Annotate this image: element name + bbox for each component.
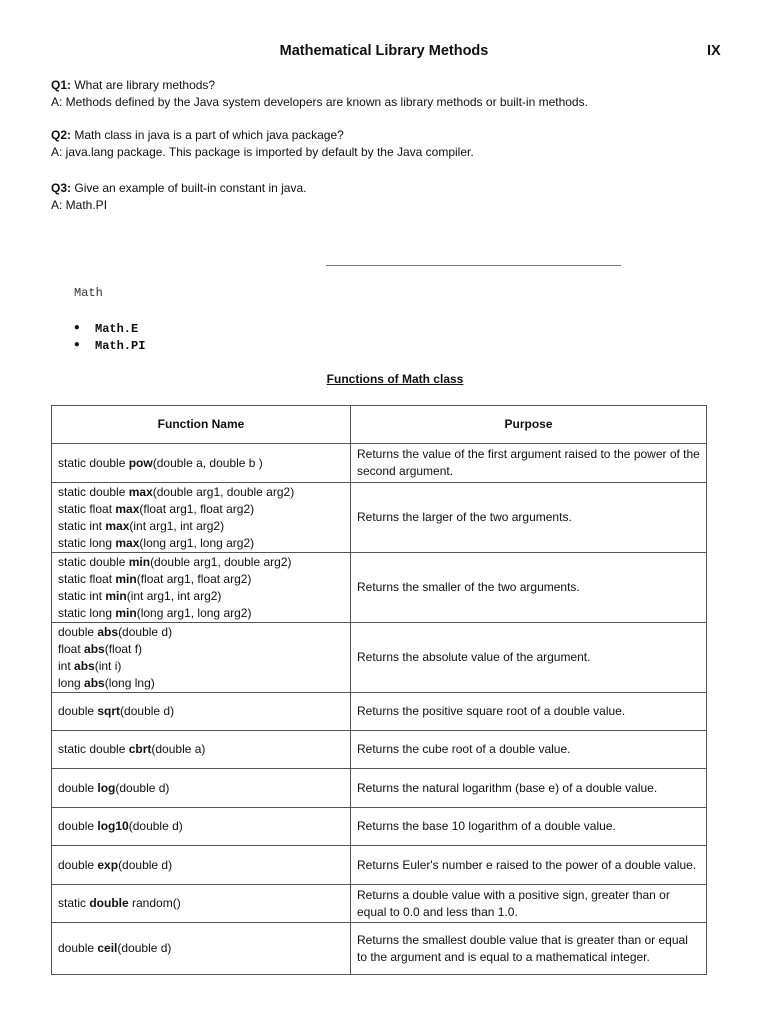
list-item: [73, 337, 145, 354]
purpose-cell: Returns the natural logarithm (base e) of a double value.: [351, 769, 707, 808]
table-row: [52, 731, 707, 769]
signature-part: static int: [58, 518, 106, 533]
function-signature: [58, 588, 344, 605]
function-signature: [58, 703, 344, 720]
signature-part: (double d): [120, 704, 175, 718]
function-signature: [58, 675, 344, 692]
function-name-cell: [52, 769, 351, 808]
constant-name: Math.E: [95, 322, 139, 336]
signature-part: static float: [58, 501, 116, 516]
table-row: [52, 623, 707, 693]
bullet-icon: •: [73, 338, 81, 352]
method-name: max: [105, 518, 130, 533]
signature-part: (int arg1, int arg2): [129, 518, 225, 533]
function-signature: [58, 571, 344, 588]
method-name: abs: [74, 658, 95, 673]
purpose-cell: Returns the smaller of the two arguments.: [351, 553, 707, 623]
method-name: sqrt: [97, 704, 121, 718]
method-name: ceil: [97, 941, 118, 955]
bullet-icon: •: [73, 321, 81, 335]
signature-part: double: [58, 704, 98, 718]
signature-part: static long: [58, 605, 116, 620]
purpose-cell: Returns the larger of the two arguments.: [351, 483, 707, 553]
signature-part: int: [58, 658, 75, 673]
question-text: Math class in java is a part of which java package?: [74, 128, 344, 142]
purpose-cell: Returns the value of the first argument raised to the power of the second argument.: [351, 444, 707, 483]
signature-part: (double d): [117, 941, 172, 955]
table-heading: Functions of Math class: [326, 372, 464, 386]
question-label: Q1:: [51, 78, 72, 92]
function-signature: [58, 455, 344, 472]
function-name-cell: [52, 808, 351, 846]
table-header-row: [52, 406, 707, 444]
function-signature: [58, 605, 344, 622]
method-name: abs: [84, 641, 105, 656]
purpose-cell: Returns the base 10 logarithm of a double value.: [351, 808, 707, 846]
method-name: log10: [97, 819, 129, 833]
signature-part: (double d): [118, 624, 173, 639]
signature-part: static int: [58, 588, 106, 603]
method-name: pow: [128, 455, 153, 470]
function-name-cell: [52, 846, 351, 885]
signature-part: (double d): [128, 819, 183, 833]
function-signature: [58, 501, 344, 518]
function-signature: [58, 940, 344, 957]
function-signature: [58, 535, 344, 552]
signature-part: (long lng): [104, 675, 155, 690]
signature-part: static double: [58, 742, 129, 756]
function-name-cell: [52, 885, 351, 923]
horizontal-rule: [326, 265, 621, 266]
purpose-cell: Returns the smallest double value that is greater than or equal to the argument and is equal to a mathematical integer.: [351, 923, 707, 975]
function-signature: [58, 780, 344, 797]
function-name-cell: [52, 731, 351, 769]
signature-part: (int arg1, int arg2): [126, 588, 222, 603]
signature-part: static: [58, 896, 90, 910]
signature-part: static long: [58, 535, 116, 550]
purpose-cell: Returns the cube root of a double value.: [351, 731, 707, 769]
method-name: cbrt: [128, 742, 152, 756]
function-name-cell: [52, 693, 351, 731]
signature-part: (double d): [118, 857, 173, 872]
signature-part: (float arg1, float arg2): [136, 571, 252, 586]
column-header-purpose: Purpose: [351, 406, 707, 444]
method-name: log: [97, 780, 116, 795]
signature-part: (double a, double b ): [152, 455, 263, 470]
signature-part: (double arg1, double arg2): [152, 484, 295, 499]
signature-part: (double arg1, double arg2): [150, 554, 292, 569]
grade-label: IX: [707, 43, 721, 59]
answer-text: A: Math.PI: [51, 197, 108, 212]
table-body: [52, 444, 707, 975]
signature-part: random(): [128, 896, 181, 910]
qa-item-3: [51, 180, 306, 213]
answer-text: A: java.lang package. This package is imported by default by the Java compiler.: [51, 144, 474, 159]
table-row: [52, 769, 707, 808]
signature-part: static double: [58, 554, 129, 569]
function-name-cell: [52, 553, 351, 623]
column-header-function: Function Name: [52, 406, 351, 444]
purpose-cell: Returns a double value with a positive sign, greater than or equal to 0.0 and less than 1.0.: [351, 885, 707, 923]
method-name: exp: [97, 857, 119, 872]
table-row: [52, 693, 707, 731]
method-name: double: [89, 896, 129, 910]
method-name: max: [115, 501, 140, 516]
question-text: What are library methods?: [74, 78, 216, 92]
signature-part: (float arg1, float arg2): [139, 501, 255, 516]
list-item: [73, 320, 145, 337]
table-row: [52, 808, 707, 846]
signature-part: static double: [58, 455, 129, 470]
signature-part: (double a): [151, 742, 206, 756]
function-signature: [58, 518, 344, 535]
purpose-cell: Returns the absolute value of the argument.: [351, 623, 707, 693]
method-name: min: [128, 554, 151, 569]
signature-part: float: [58, 641, 85, 656]
signature-part: (double d): [115, 780, 170, 795]
method-name: min: [115, 571, 137, 586]
function-signature: [58, 741, 344, 758]
constants-list: [73, 320, 145, 354]
signature-part: (long arg1, long arg2): [139, 535, 255, 550]
signature-part: double: [58, 780, 98, 795]
purpose-cell: Returns the positive square root of a double value.: [351, 693, 707, 731]
signature-part: (float f): [104, 641, 143, 656]
purpose-cell: Returns Euler's number e raised to the power of a double value.: [351, 846, 707, 885]
signature-part: static double: [58, 484, 129, 499]
math-class-label: Math: [74, 286, 103, 300]
signature-part: double: [58, 857, 98, 872]
qa-item-1: [51, 77, 588, 110]
answer-text: A: Methods defined by the Java system developers are known as library methods or built-in methods.: [51, 94, 588, 109]
table-row: [52, 885, 707, 923]
method-name: abs: [84, 675, 105, 690]
qa-item-2: [51, 127, 474, 160]
table-row: [52, 444, 707, 483]
signature-part: (long arg1, long arg2): [136, 605, 252, 620]
function-name-cell: [52, 483, 351, 553]
method-name: max: [128, 484, 153, 499]
function-signature: [58, 641, 344, 658]
page-title: Mathematical Library Methods: [279, 43, 489, 59]
function-signature: [58, 624, 344, 641]
function-name-cell: [52, 623, 351, 693]
constant-name: Math.PI: [95, 339, 146, 353]
function-name-cell: [52, 444, 351, 483]
table-row: [52, 846, 707, 885]
function-signature: [58, 658, 344, 675]
signature-part: long: [58, 675, 85, 690]
table-row: [52, 923, 707, 975]
signature-part: double: [58, 819, 98, 833]
function-signature: [58, 554, 344, 571]
function-signature: [58, 895, 344, 912]
table-row: [52, 483, 707, 553]
functions-table: [51, 405, 707, 975]
function-signature: [58, 484, 344, 501]
question-label: Q3:: [51, 181, 72, 195]
signature-part: (int i): [94, 658, 122, 673]
question-text: Give an example of built-in constant in java.: [74, 181, 307, 195]
table-row: [52, 553, 707, 623]
method-name: abs: [97, 624, 119, 639]
function-name-cell: [52, 923, 351, 975]
question-label: Q2:: [51, 128, 72, 142]
signature-part: double: [58, 941, 98, 955]
method-name: min: [105, 588, 127, 603]
function-signature: [58, 818, 344, 835]
function-signature: [58, 857, 344, 874]
method-name: max: [115, 535, 140, 550]
signature-part: static float: [58, 571, 116, 586]
method-name: min: [115, 605, 137, 620]
signature-part: double: [58, 624, 98, 639]
